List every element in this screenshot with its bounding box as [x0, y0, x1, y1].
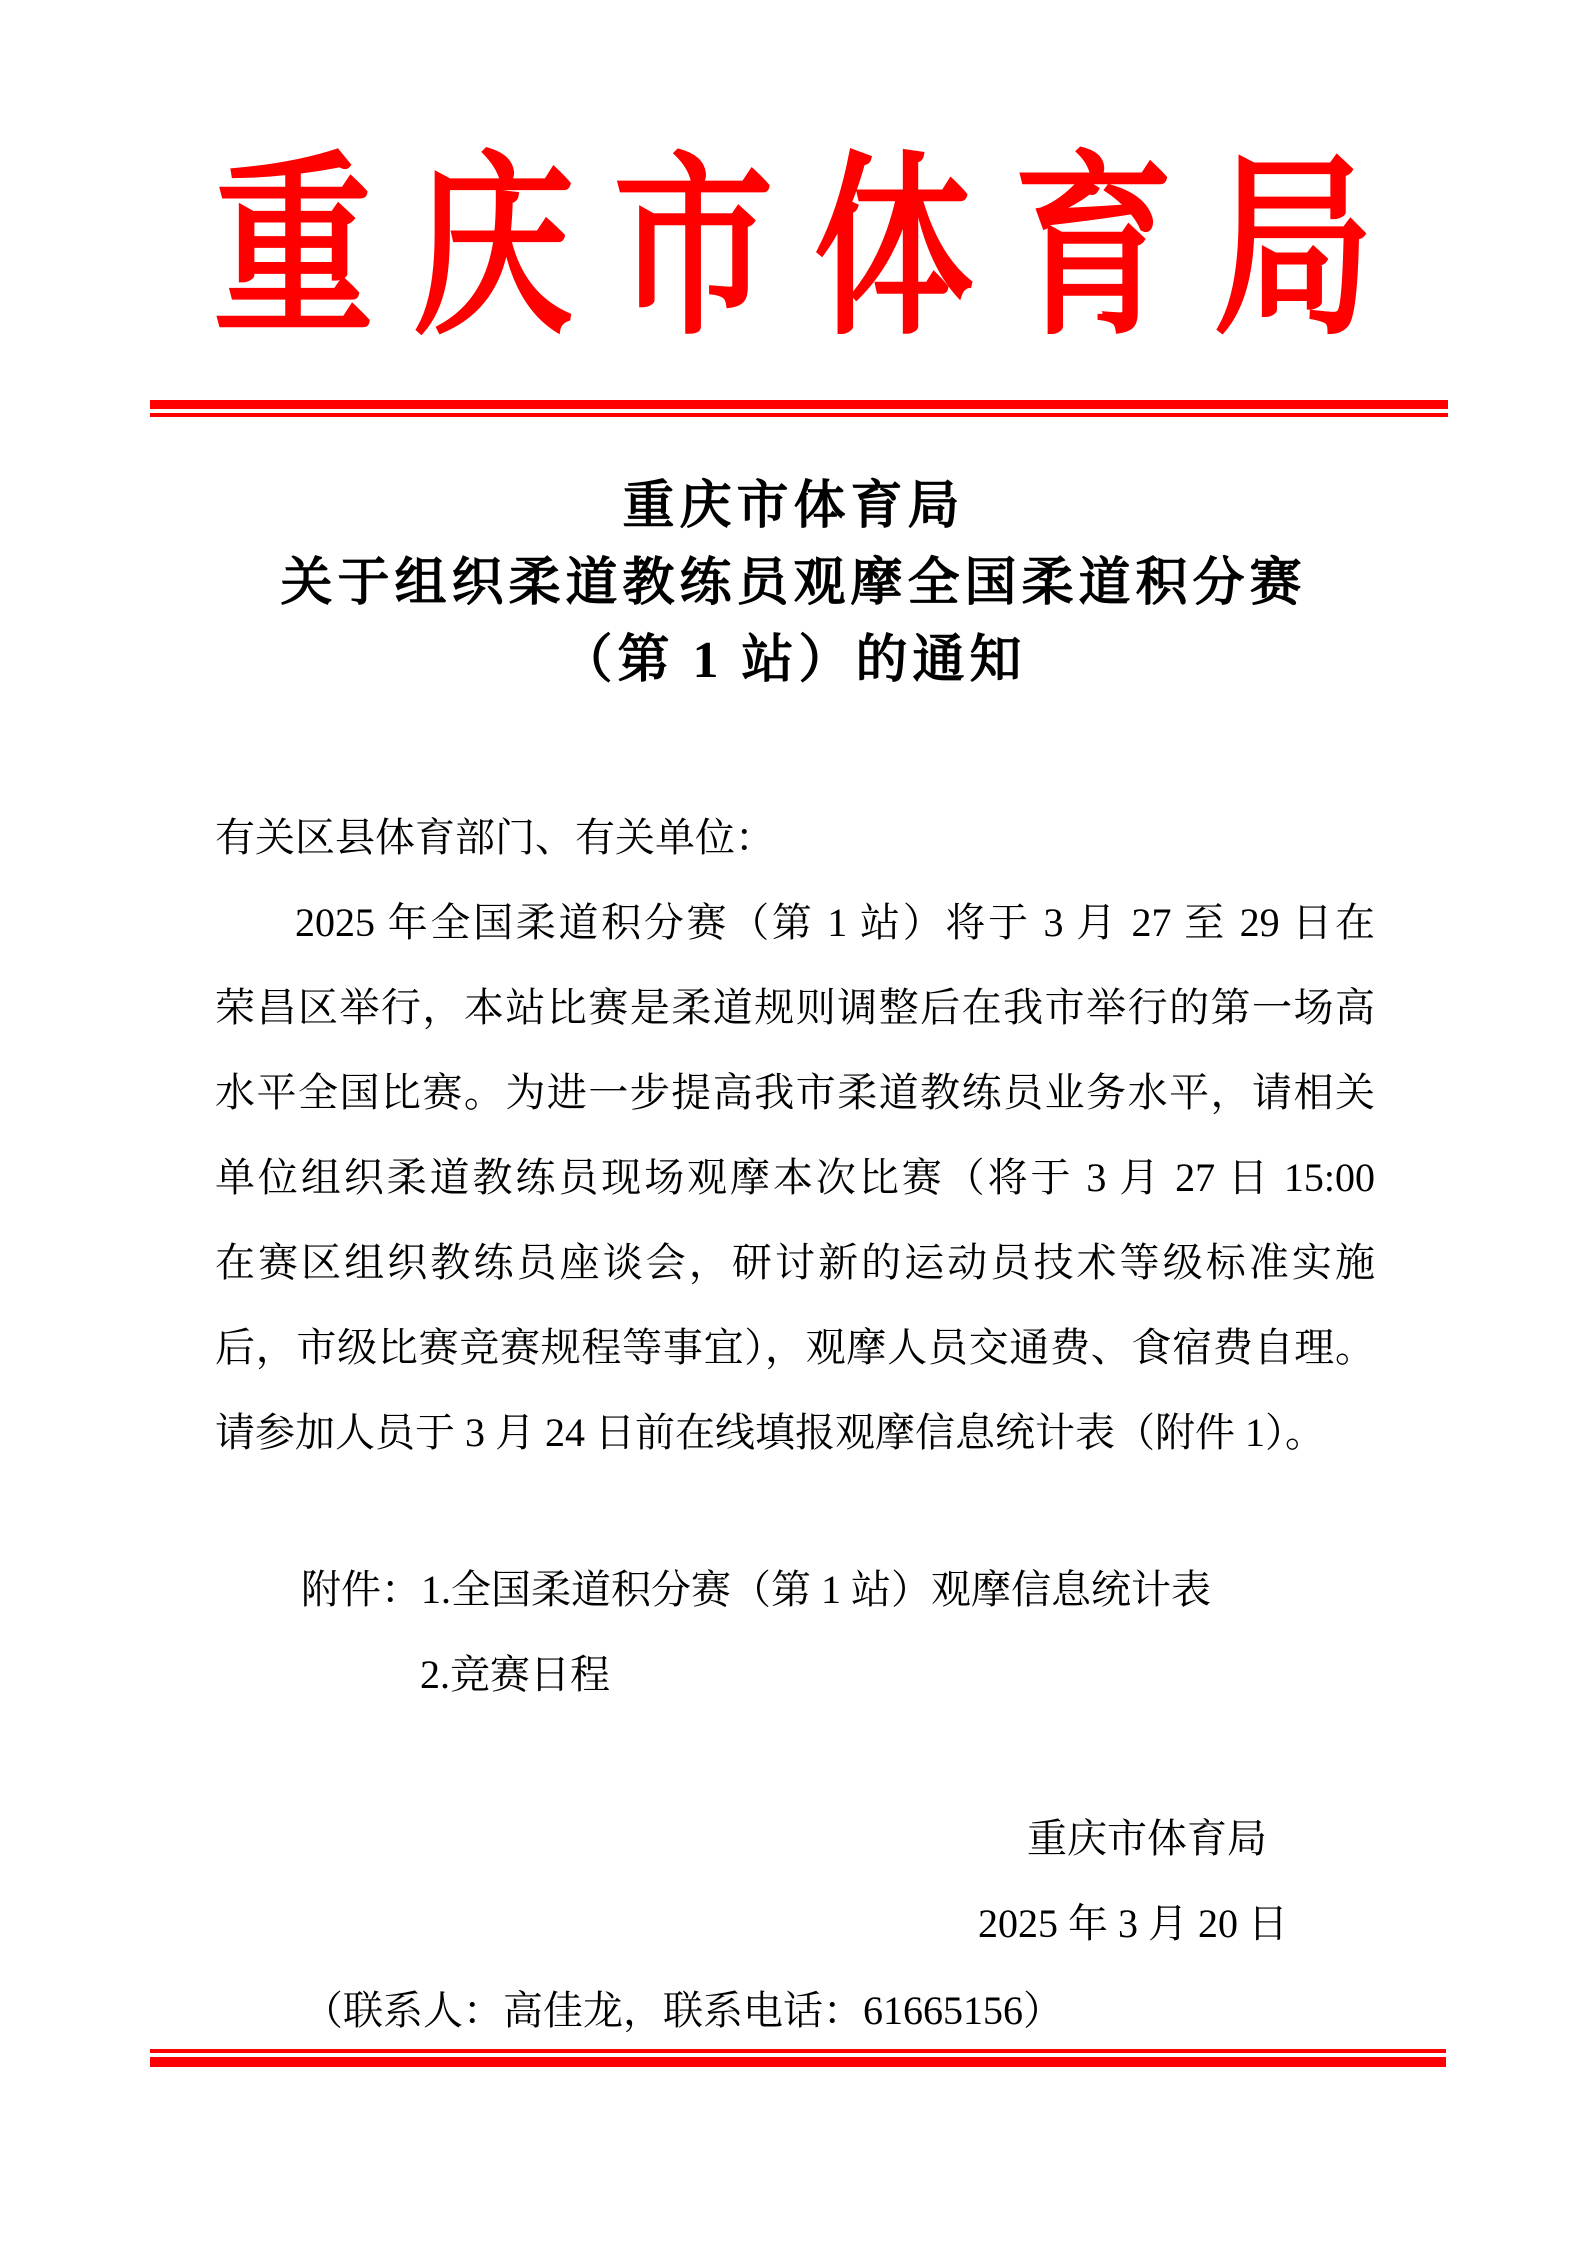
- body-line: 后，市级比赛竞赛规程等事宜），观摩人员交通费、食宿费自理。: [215, 1325, 1375, 1370]
- top-separator-thin-line: [150, 413, 1448, 417]
- signature-date: 2025 年 3 月 20 日: [978, 1901, 1288, 1946]
- body-line: 单位组织柔道教练员现场观摩本次比赛（将于 3 月 27 日 15:00: [215, 1155, 1375, 1200]
- attachments-block: [215, 1547, 1375, 1717]
- signature-org-name: 重庆市体育局: [1027, 1816, 1267, 1861]
- document-title: [0, 468, 1587, 699]
- attachment-line-1: 附件：1.全国柔道积分赛（第 1 站）观摩信息统计表: [301, 1567, 1211, 1612]
- top-separator-thick-line: [150, 400, 1448, 409]
- letterhead-org-name: 重庆市体育局: [213, 141, 1414, 359]
- body-line: 请参加人员于 3 月 24 日前在线填报观摩信息统计表（附件 1）。: [215, 1410, 1325, 1455]
- attachment-line-2: 2.竞赛日程: [420, 1652, 610, 1697]
- contact-line: （联系人：高佳龙，联系电话：61665156）: [303, 1988, 1063, 2033]
- body-line: 水平全国比赛。为进一步提高我市柔道教练员业务水平，请相关: [215, 1070, 1375, 1115]
- body-line: 荣昌区举行，本站比赛是柔道规则调整后在我市举行的第一场高: [215, 985, 1375, 1030]
- body-line: 有关区县体育部门、有关单位：: [215, 815, 775, 860]
- document-title-line-1: 重庆市体育局: [622, 478, 965, 535]
- document-title-line-2: 关于组织柔道教练员观摩全国柔道积分赛: [280, 555, 1307, 612]
- bottom-separator-thick-line: [150, 2057, 1446, 2067]
- body-paragraph: [215, 795, 1375, 1475]
- body-line: 2025 年全国柔道积分赛（第 1 站）将于 3 月 27 至 29 日在: [295, 900, 1375, 945]
- bottom-separator-thin-line: [150, 2049, 1446, 2053]
- body-line: 在赛区组织教练员座谈会，研讨新的运动员技术等级标准实施: [215, 1240, 1375, 1285]
- document-title-line-3: （第 1 站）的通知: [560, 632, 1027, 689]
